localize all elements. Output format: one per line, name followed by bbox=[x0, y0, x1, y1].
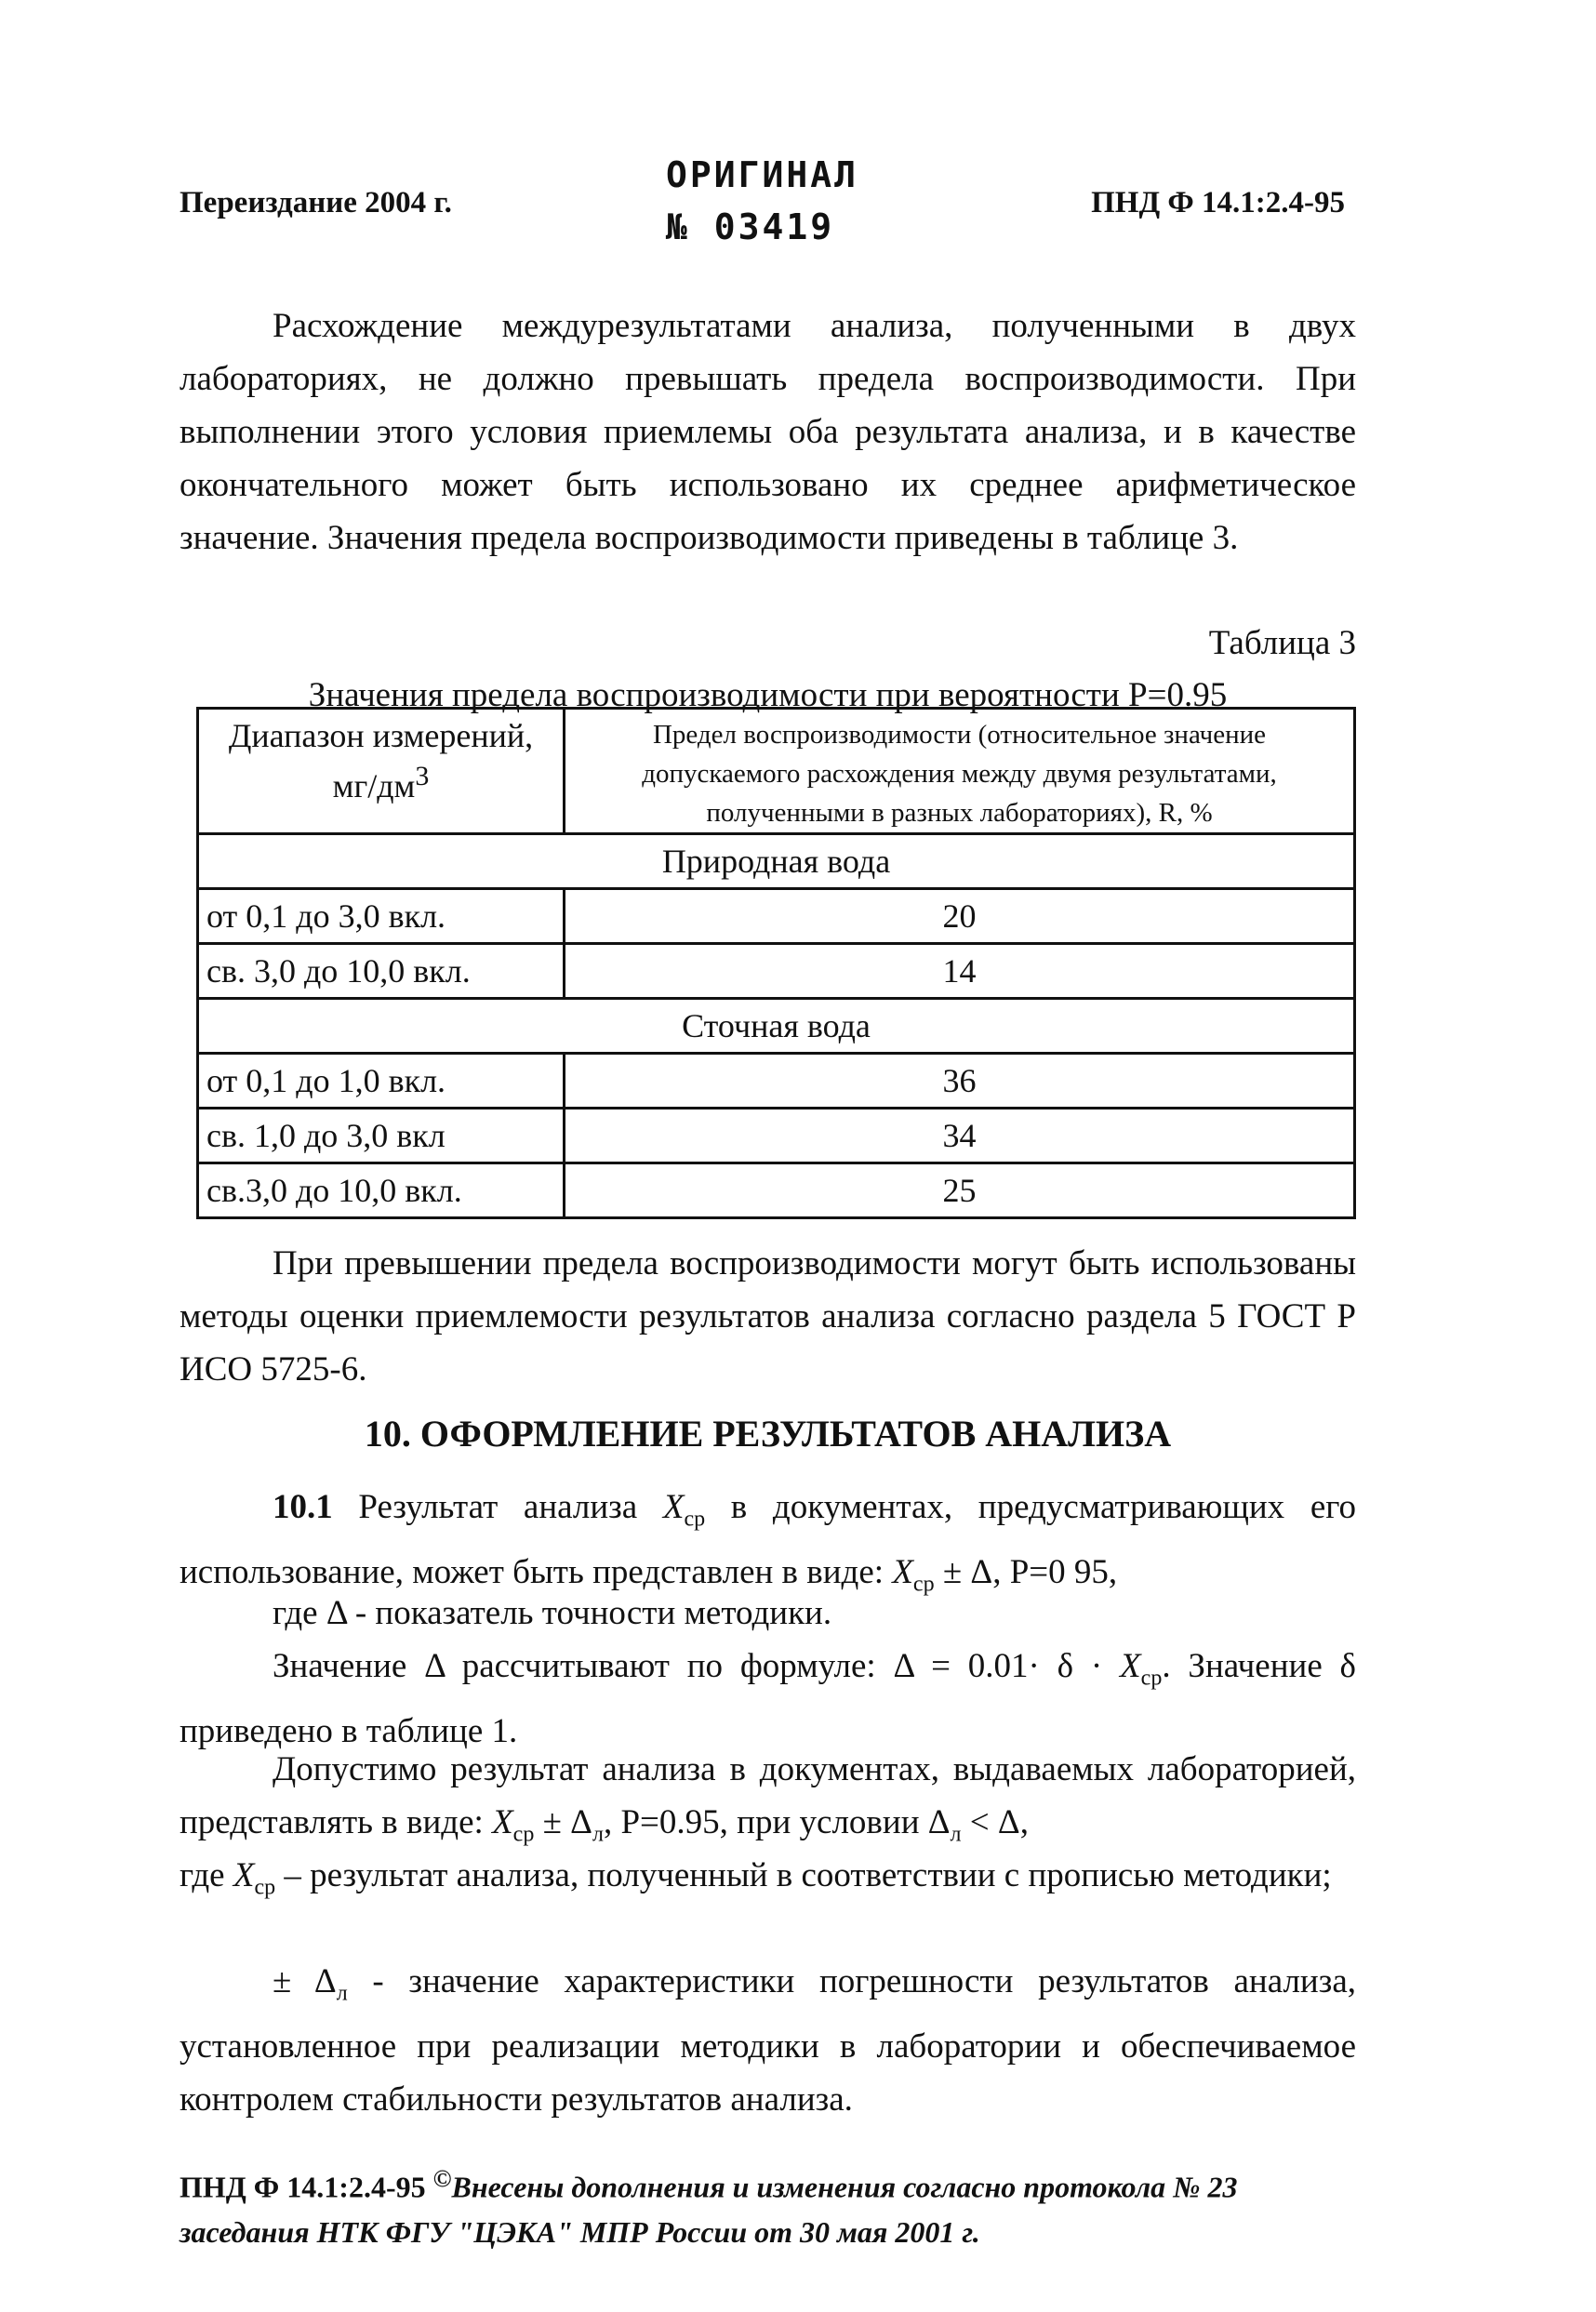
section-row bbox=[198, 834, 1355, 889]
col-range-header: Диапазон измерений, $мг/дм^3$ bbox=[198, 709, 565, 834]
table-row bbox=[198, 1109, 1355, 1163]
document-code: ПНД Ф 14.1:2.4-95 bbox=[1091, 186, 1345, 219]
value-cell: 20 bbox=[565, 889, 1355, 944]
range-cell: св.3,0 до 10,0 вкл. bbox=[198, 1163, 565, 1218]
range-cell: от 0,1 до 3,0 вкл. bbox=[198, 889, 565, 944]
value-cell: 36 bbox=[565, 1054, 1355, 1109]
delta-formula-paragraph: Значение Δ рассчитывают по формуле: $\Delta = 0.01\cdot \delta \cdot X_{ср}$. Значение δ приведено в таблице 1. bbox=[180, 1647, 1356, 1751]
section-row bbox=[198, 999, 1355, 1054]
original-stamp bbox=[666, 149, 858, 253]
section-natural-water: Природная вода bbox=[198, 834, 1355, 889]
footer-note: ПНД Ф 14.1:2.4-95 ©Внесены дополнения и изменения согласно протокола № 23 заседания НТК ФГУ "ЦЭКА" МПР России от 30 мая 2001 г. bbox=[180, 2164, 1238, 2249]
after-table-paragraph: При превышении предела воспроизводимости могут быть использованы методы оценки приемлемости результатов анализа согласно раздела 5 ГОСТ Р ИСО 5725-6. bbox=[180, 1244, 1356, 1389]
value-cell: 25 bbox=[565, 1163, 1355, 1218]
table-row bbox=[198, 1054, 1355, 1109]
section-waste-water: Сточная вода bbox=[198, 999, 1355, 1054]
table-caption: Значения предела воспроизводимости при вероятности Р=0.95 bbox=[308, 676, 1228, 714]
range-cell: св. 3,0 до 10,0 вкл. bbox=[198, 944, 565, 999]
intro-paragraph: Расхождение междурезультатами анализа, полученными в двух лабораториях, не должно превышать предела воспроизводимости. При выполнении этого условия приемлемы оба результата анализа, и в качестве окончательного может быть использовано их среднее арифметическое значение. Значения предела воспроизводимости приведены в таблице 3. bbox=[180, 307, 1356, 557]
reprint-note: Переиздание 2004 г. bbox=[180, 186, 452, 219]
table-header-row bbox=[198, 709, 1355, 834]
table-row bbox=[198, 944, 1355, 999]
range-cell: св. 1,0 до 3,0 вкл bbox=[198, 1109, 565, 1163]
value-cell: 14 bbox=[565, 944, 1355, 999]
where-result-paragraph: где $X_{ср}$ – результат анализа, полученный в соответствии с прописью методики; bbox=[180, 1856, 1332, 1900]
error-characteristic-paragraph: ± $\Delta_л$ - значение характеристики погрешности результатов анализа, установленное при реализации методики в лаборатории и обеспечиваемое контролем стабильности результатов анализа. bbox=[180, 1962, 1357, 2119]
table-label: Таблица 3 bbox=[1208, 624, 1356, 662]
clause-number: 10.1 bbox=[273, 1488, 333, 1526]
table-row bbox=[198, 1163, 1355, 1218]
paragraph-10-1: 10.1 Результат анализа $X_{ср}$ в документах, предусматривающих его использование, может быть представлен в виде: $X_{ср} \pm \Delta$, Р=0 95, bbox=[180, 1488, 1356, 1597]
value-cell: 34 bbox=[565, 1109, 1355, 1163]
stamp-title: ОРИГИНАЛ bbox=[666, 154, 859, 195]
col-limit-header: Предел воспроизводимости (относительное значение допускаемого расхождения между двумя результатами, полученными в разных лабораториях), R, % bbox=[565, 709, 1355, 834]
allowed-format-paragraph: Допустимо результат анализа в документах, выдаваемых лабораторией, представлять в виде: $X_{ср} \pm \Delta_л$, Р=0.95, при условии $\Delta_л < \Delta$, bbox=[180, 1750, 1356, 1847]
range-cell: от 0,1 до 1,0 вкл. bbox=[198, 1054, 565, 1109]
reproducibility-table bbox=[196, 707, 1356, 1219]
table-row bbox=[198, 889, 1355, 944]
where-delta-paragraph: где Δ - показатель точности методики. bbox=[273, 1594, 832, 1632]
stamp-number: № 03419 bbox=[666, 206, 835, 247]
section-heading: 10. ОФОРМЛЕНИЕ РЕЗУЛЬТАТОВ АНАЛИЗА bbox=[364, 1413, 1172, 1455]
